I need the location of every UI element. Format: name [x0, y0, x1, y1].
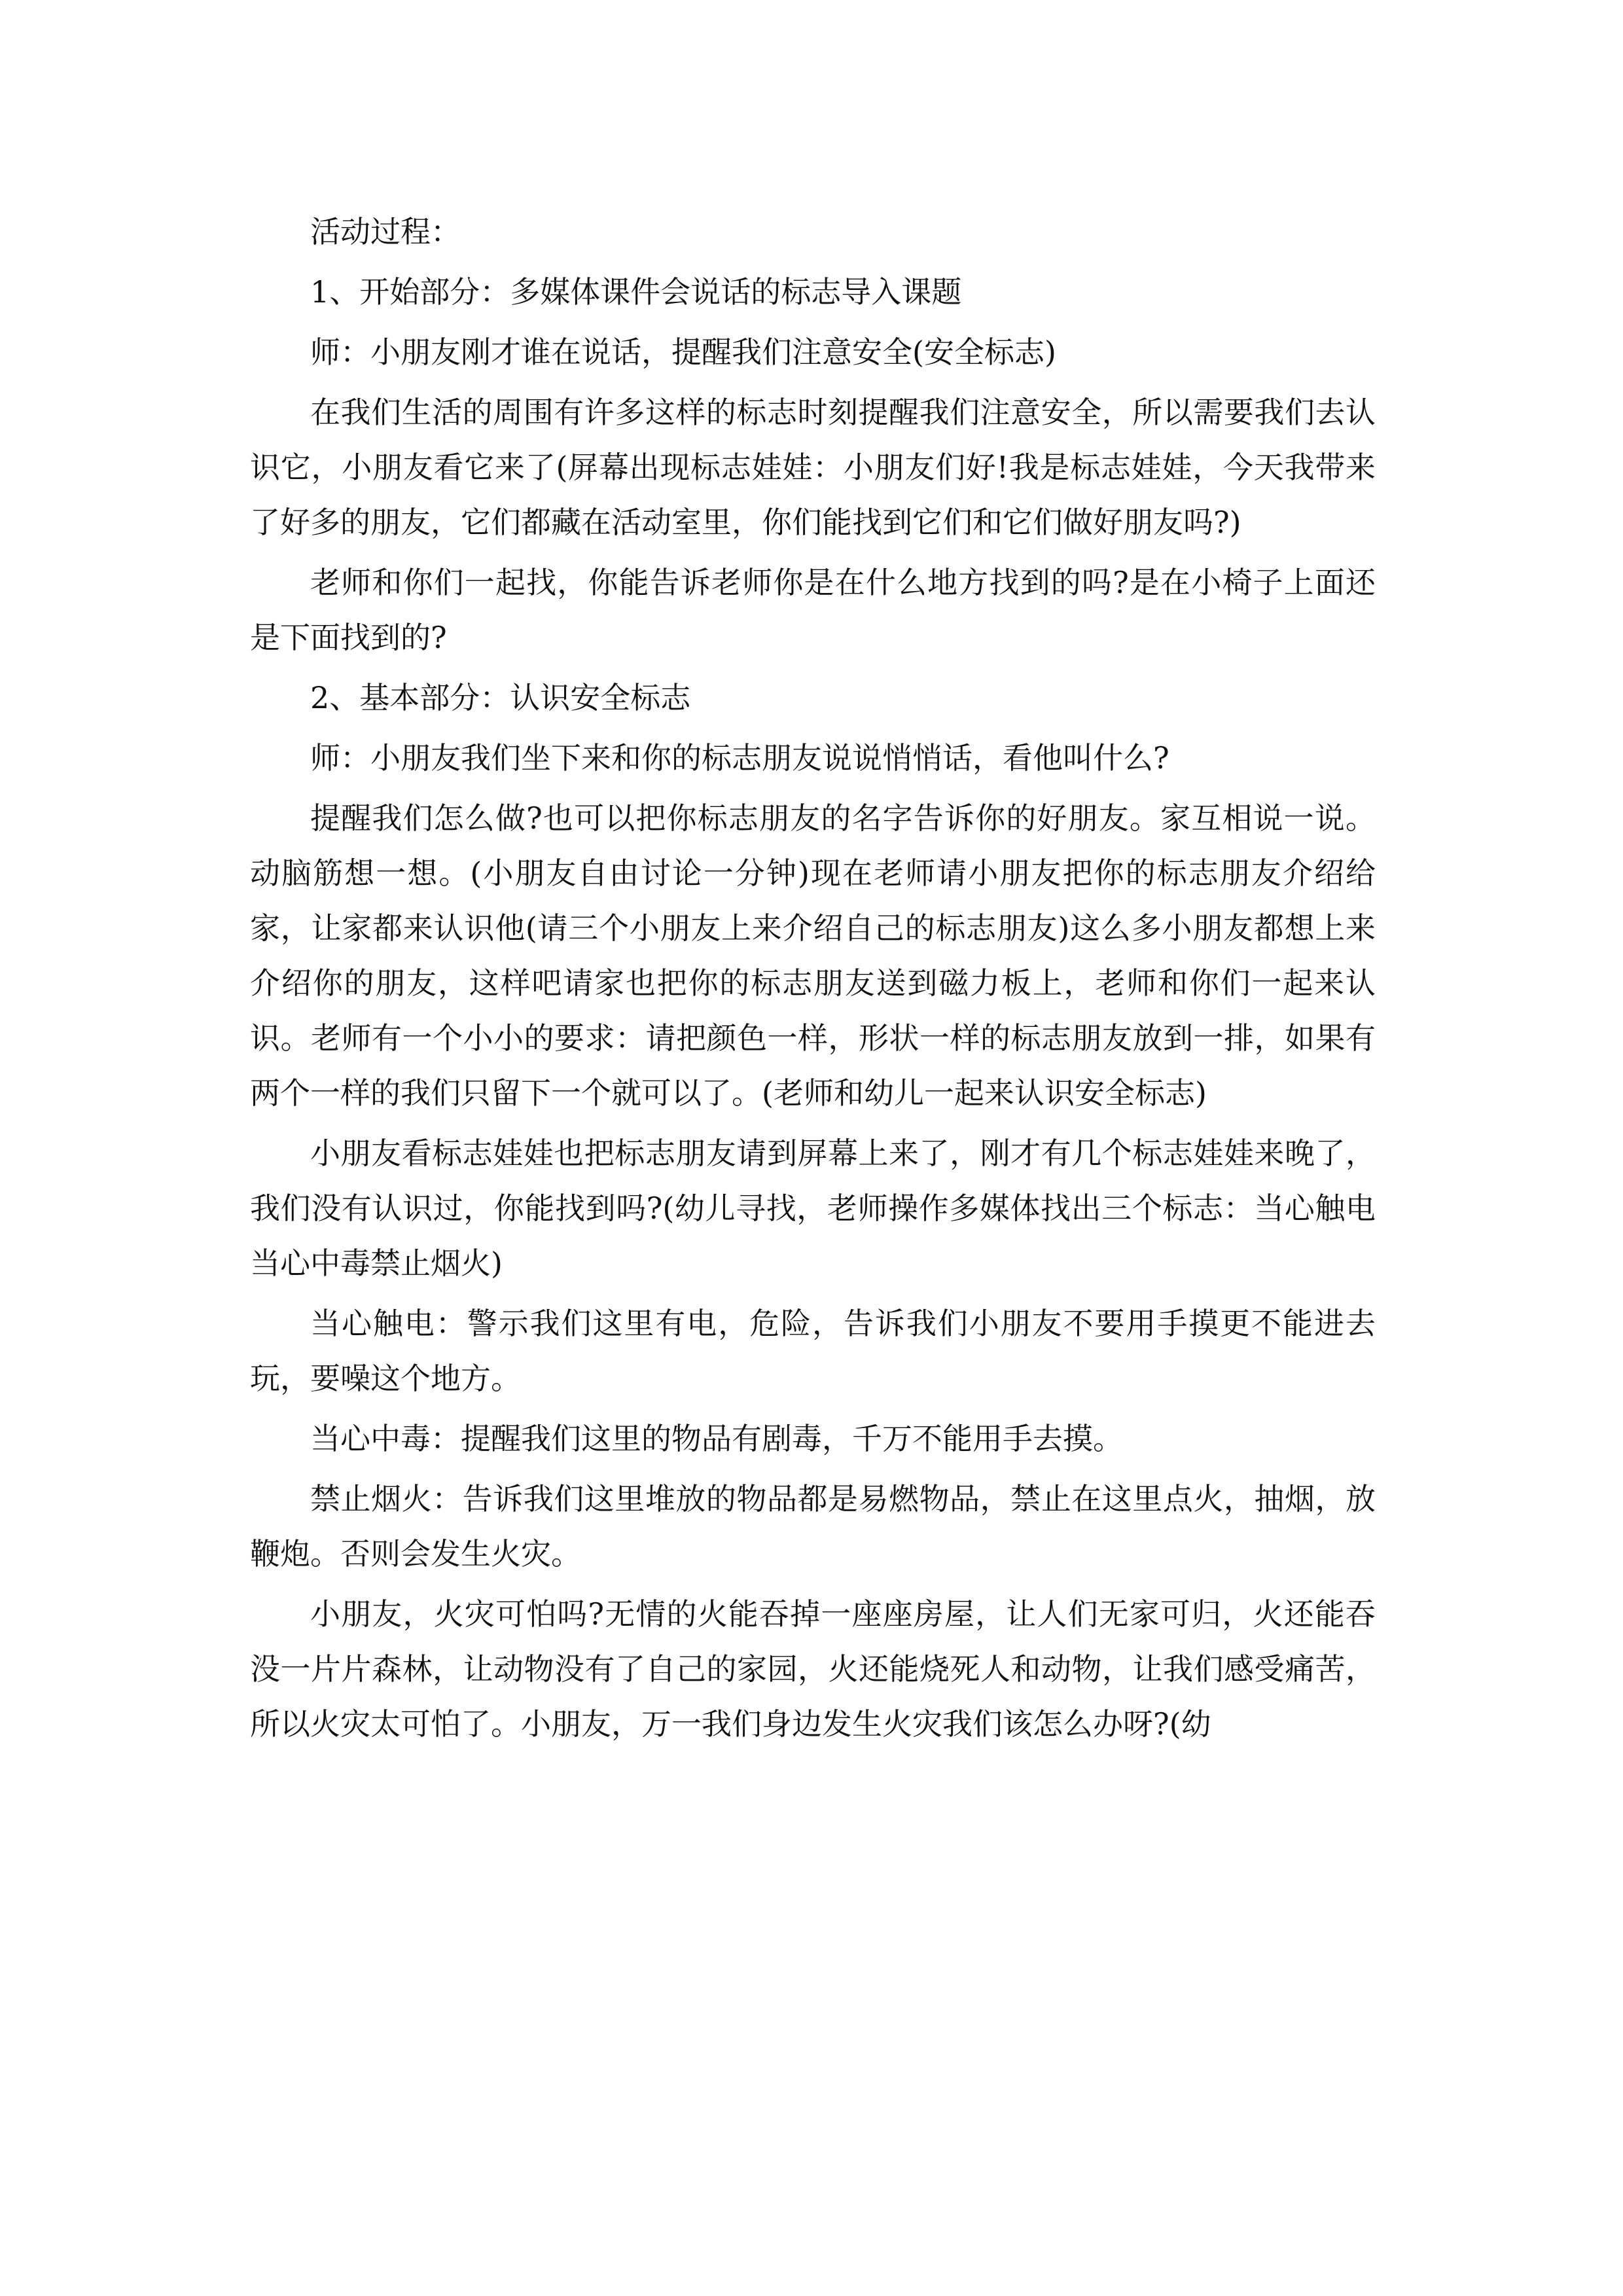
paragraph-find-together: 老师和你们一起找，你能告诉老师你是在什么地方找到的吗?是在小椅子上面还是下面找到的?: [250, 565, 1376, 655]
paragraph-activity-process: 活动过程：: [310, 214, 461, 249]
paragraph-screen-signs: 小朋友看标志娃娃也把标志朋友请到屏幕上来了，刚才有几个标志娃娃来晚了，我们没有认识过，你能找到吗?(幼儿寻找，老师操作多媒体找出三个标志：当心触电当心中毒禁止烟火): [250, 1136, 1376, 1281]
paragraph-electric-shock: 当心触电：警示我们这里有电，危险，告诉我们小朋友不要用手摸更不能进去玩，要噪这个地方。: [250, 1306, 1376, 1396]
paragraph-no-fire: 禁止烟火：告诉我们这里堆放的物品都是易燃物品，禁止在这里点火，抽烟，放鞭炮。否则会发生火灾。: [250, 1481, 1376, 1571]
document-body: [250, 204, 1376, 1757]
paragraph-discussion: 提醒我们怎么做?也可以把你标志朋友的名字告诉你的好朋友。家互相说一说。动脑筋想一想。(小朋友自由讨论一分钟)现在老师请小朋友把你的标志朋友介绍给家，让家都来认识他(请三个小朋友上来介绍自己的标志朋友)这么多小朋友都想上来介绍你的朋友，这样吧请家也把你的标志朋友送到磁力板上，老师和你们一起来认识。老师有一个小小的要求：请把颜色一样，形状一样的标志朋友放到一排，如果有两个一样的我们只留下一个就可以了。(老师和幼儿一起来认识安全标志): [250, 800, 1376, 1111]
paragraph-poison: 当心中毒：提醒我们这里的物品有剧毒，千万不能用手去摸。: [310, 1421, 1123, 1456]
paragraph-sign-doll-intro: 在我们生活的周围有许多这样的标志时刻提醒我们注意安全，所以需要我们去认识它，小朋友看它来了(屏幕出现标志娃娃：小朋友们好!我是标志娃娃，今天我带来了好多的朋友，它们都藏在活动室里，你们能找到它们和它们做好朋友吗?): [250, 395, 1376, 540]
paragraph-whisper: 师：小朋友我们坐下来和你的标志朋友说说悄悄话，看他叫什么?: [310, 740, 1169, 776]
paragraph-basic-section: 2、基本部分：认识安全标志: [310, 680, 691, 715]
paragraph-teacher-question: 师：小朋友刚才谁在说话，提醒我们注意安全(安全标志): [310, 334, 1056, 370]
paragraph-opening-section: 1、开始部分：多媒体课件会说话的标志导入课题: [310, 274, 962, 310]
paragraph-fire-danger: 小朋友，火灾可怕吗?无情的火能吞掉一座座房屋，让人们无家可归，火还能吞没一片片森林，让动物没有了自己的家园，火还能烧死人和动物，让我们感受痛苦，所以火灾太可怕了。小朋友，万一我们身边发生火灾我们该怎么办呀?(幼: [250, 1596, 1376, 1742]
